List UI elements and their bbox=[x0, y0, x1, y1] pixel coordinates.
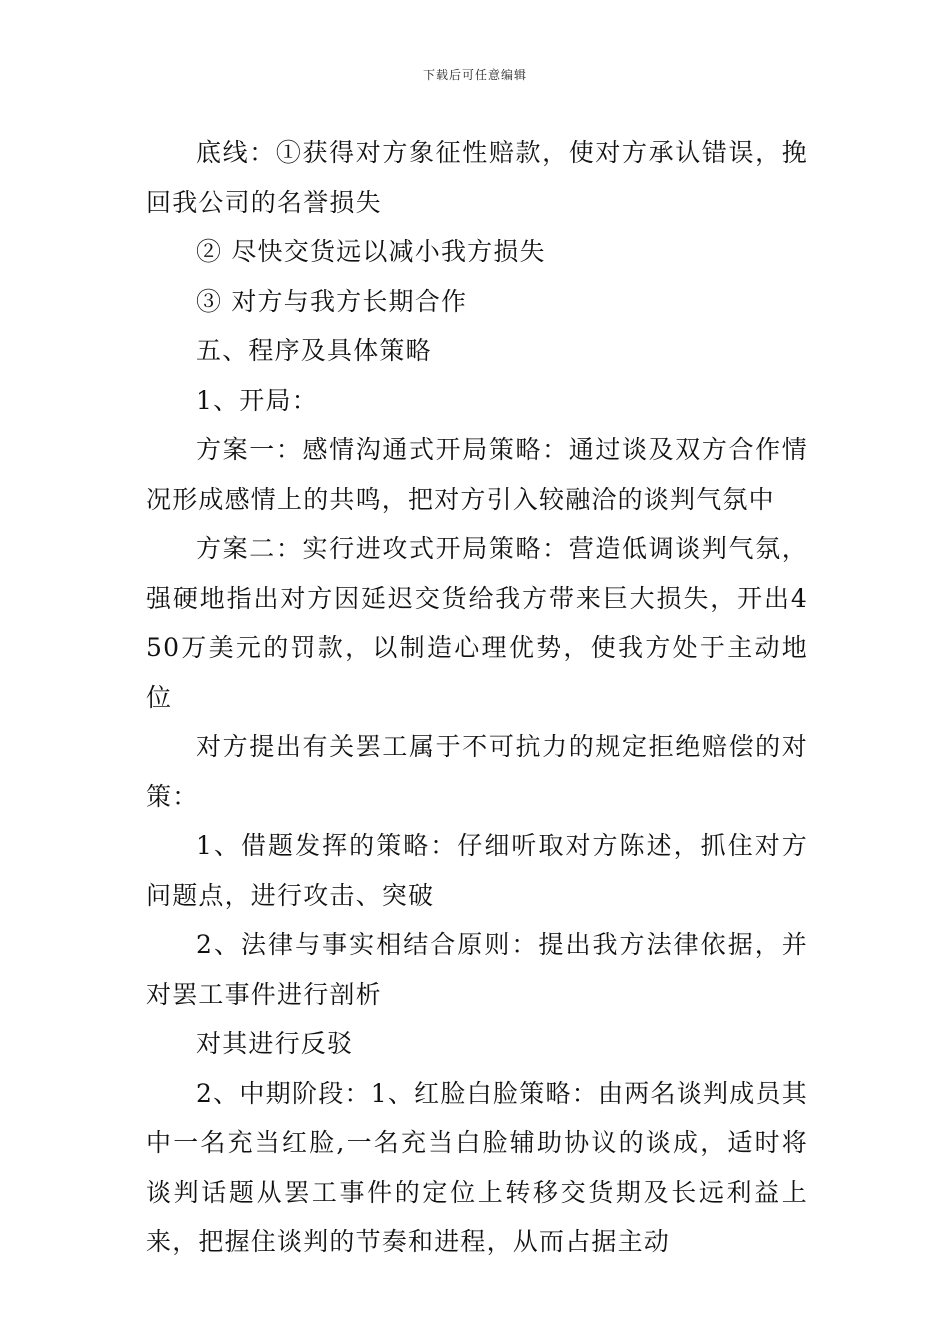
paragraph-strategy-2: 2、法律与事实相结合原则：提出我方法律依据，并对罢工事件进行剖析 bbox=[146, 930, 808, 1009]
paragraph-counter-measures: 对方提出有关罢工属于不可抗力的规定拒绝赔偿的对策： bbox=[146, 732, 808, 811]
section-heading-procedure: 五、程序及具体策略 bbox=[196, 336, 432, 365]
paragraph-bottom-line: 底线：①获得对方象征性赔款，使对方承认错误，挽回我公司的名誉损失 bbox=[146, 138, 808, 217]
paragraph-strategy-1: 1、借题发挥的策略：仔细听取对方陈述，抓住对方问题点，进行攻击、突破 bbox=[146, 831, 808, 910]
paragraph-point-3: ③ 对方与我方长期合作 bbox=[196, 286, 468, 316]
header-note: 下载后可任意编辑 bbox=[422, 68, 527, 82]
subheading-opening: 1、开局： bbox=[196, 385, 318, 415]
paragraph-point-2: ② 尽快交货远以减小我方损失 bbox=[196, 237, 546, 266]
paragraph-mid-stage: 2、中期阶段：1、红脸白脸策略：由两名谈判成员其中一名充当红脸,一名充当白脸辅助协议的谈成，适时将谈判话题从罢工事件的定位上转移交货期及长远利益上来，把握住谈判的节奏和进程，从而占据主动 bbox=[146, 1078, 808, 1256]
paragraph-rebuttal: 对其进行反驳 bbox=[196, 1029, 354, 1058]
document-body bbox=[146, 128, 808, 1267]
paragraph-plan-two: 方案二：实行进攻式开局策略：营造低调谈判气氛，强硬地指出对方因延迟交货给我方带来巨大损失，开出450万美元的罚款，以制造心理优势，使我方处于主动地位 bbox=[146, 534, 808, 712]
paragraph-plan-one: 方案一：感情沟通式开局策略：通过谈及双方合作情况形成感情上的共鸣，把对方引入较融洽的谈判气氛中 bbox=[146, 435, 808, 514]
